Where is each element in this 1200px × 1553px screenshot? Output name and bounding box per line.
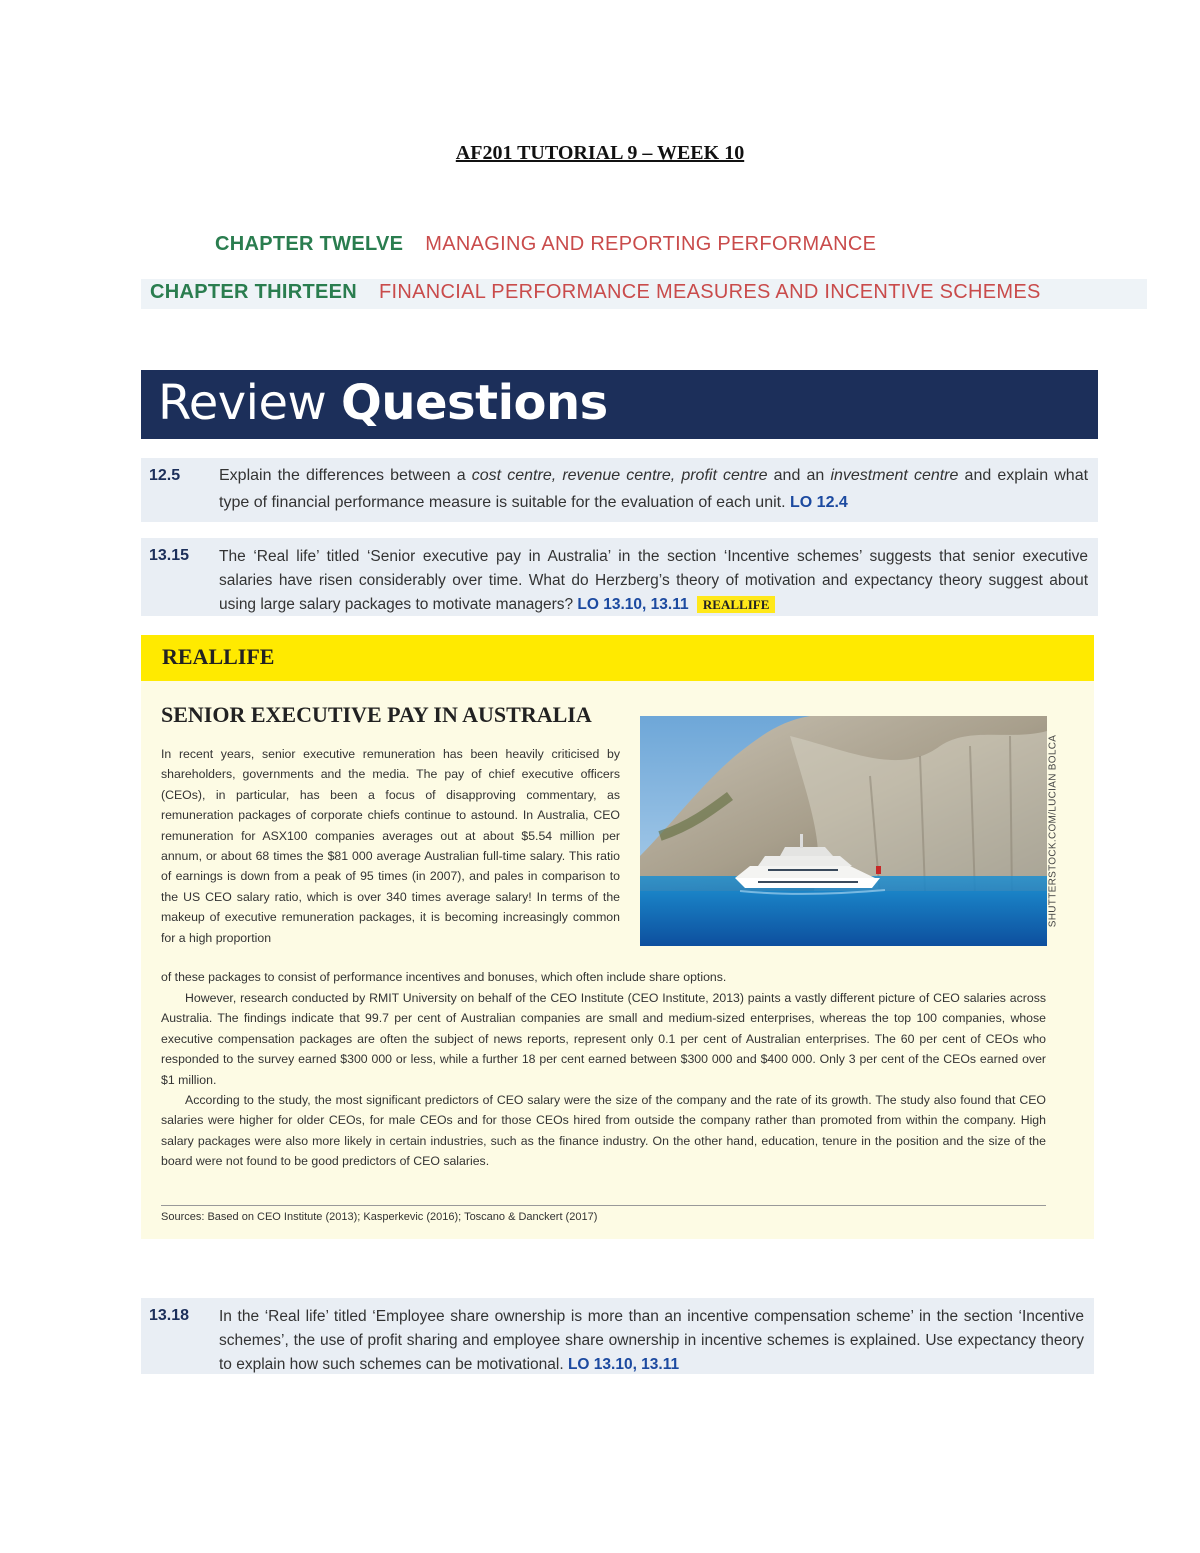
- chapter-title: FINANCIAL PERFORMANCE MEASURES AND INCENTIVE SCHEMES: [379, 281, 1041, 303]
- review-questions-title: Review Questions: [158, 375, 608, 431]
- learning-outcome: LO 13.10, 13.11: [567, 1356, 680, 1373]
- question-text: Explain the differences between a cost centre, revenue centre, profit centre and an investment centre and explain what type of financial performance measure is suitable for the evaluation of each unit. LO 12.4: [219, 467, 1089, 511]
- yacht-photo: [640, 716, 1047, 946]
- sources-note: Sources: Based on CEO Institute (2013); Kasperkevic (2016); Toscano & Danckert (2017): [161, 1211, 598, 1223]
- reallife-paragraph-2: However, research conducted by RMIT University on behalf of the CEO Institute (CEO Institute, 2013) paints a vastly different picture of CEO salaries across Australia. The findings indicate that 99.7 per cent of Australian companies are small and medium-sized enterprises, whereas the top 100 companies, whose executive compensation packages are often the subject of news reports, represent only 0.1 per cent of Australian enterprises. The 60 per cent of CEOs who responded to the survey earned $300 000 or less, while a further 18 per cent earned between $300 000 and $400 000. Only 3 per cent of the CEOs earned over $1 million.: [161, 991, 1046, 1087]
- chapter-number: CHAPTER TWELVE: [215, 233, 404, 255]
- reallife-tag: REALLIFE: [697, 596, 775, 613]
- question-13-18: [141, 1298, 1094, 1374]
- question-number: 13.18: [149, 1307, 190, 1324]
- chapter-number: CHAPTER THIRTEEN: [150, 281, 358, 303]
- reallife-paragraph-1: In recent years, senior executive remuneration has been heavily criticised by shareholders, governments and the media. The pay of chief executive officers (CEOs), in particular, has been a focus of disapproving commentary, as remuneration packages of corporate chiefs continue to astound. In Australia, CEO remuneration for ASX100 companies averages out at about $5.54 million per annum, or about 68 times the $81 000 average Australian full-time salary. This ratio of earnings is down from a peak of 95 times (in 2007), and pales in comparison to the US CEO salary ratio, which is over 340 times average salary! In terms of the makeup of executive remuneration packages, it is becoming increasingly common for a high proportion: [161, 747, 620, 945]
- chapter-thirteen-heading: [141, 279, 1147, 309]
- chapter-title: MANAGING AND REPORTING PERFORMANCE: [425, 233, 877, 255]
- chapter-twelve-heading: [215, 233, 876, 256]
- learning-outcome: LO 13.10, 13.11: [577, 596, 689, 613]
- question-13-15: [141, 538, 1098, 616]
- question-number: 13.15: [149, 547, 190, 564]
- reallife-paragraph-1-continued: of these packages to consist of performance incentives and bonuses, which often include share options.: [161, 970, 727, 984]
- learning-outcome: LO 12.4: [790, 494, 848, 511]
- question-text: The ‘Real life’ titled ‘Senior executive pay in Australia’ in the section ‘Incentive schemes’ suggests that senior executive salaries have risen considerably over time. What do Herzberg’s theory of motivation and expectancy theory suggest about using large salary packages to motivate managers? LO 13.10, 13.11 REALLIFE: [219, 548, 1088, 613]
- reallife-paragraph-3: According to the study, the most significant predictors of CEO salary were the size of the company and the rate of its growth. The study also found that CEO salaries were higher for older CEOs, for male CEOs and for those CEOs hired from outside the company rather than promoted from within the company. High salary packages were also more likely in certain industries, such as the finance industry. On the other hand, education, tenure in the position and the size of the board were not found to be good predictors of CEO salaries.: [161, 1093, 1046, 1169]
- question-text: In the ‘Real life’ titled ‘Employee share ownership is more than an incentive compensation scheme’ in the section ‘Incentive schemes’, the use of profit sharing and employee share ownership in incentive schemes is explained. Use expectancy theory to explain how such schemes can be motivational. LO 13.10, 13.11: [219, 1308, 1084, 1373]
- question-number: 12.5: [149, 467, 181, 484]
- yacht-photo-image: [640, 716, 1047, 946]
- photo-credit: SHUTTERSTOCK.COM/LUCIAN BOLCA: [1047, 734, 1059, 928]
- sources-divider: [161, 1205, 1046, 1206]
- document-title: AF201 TUTORIAL 9 – WEEK 10: [455, 142, 745, 164]
- question-12-5: [141, 458, 1098, 522]
- review-questions-banner: [141, 370, 1098, 439]
- reallife-banner: REALLIFE: [141, 635, 1094, 681]
- reallife-heading: SENIOR EXECUTIVE PAY IN AUSTRALIA: [161, 702, 592, 727]
